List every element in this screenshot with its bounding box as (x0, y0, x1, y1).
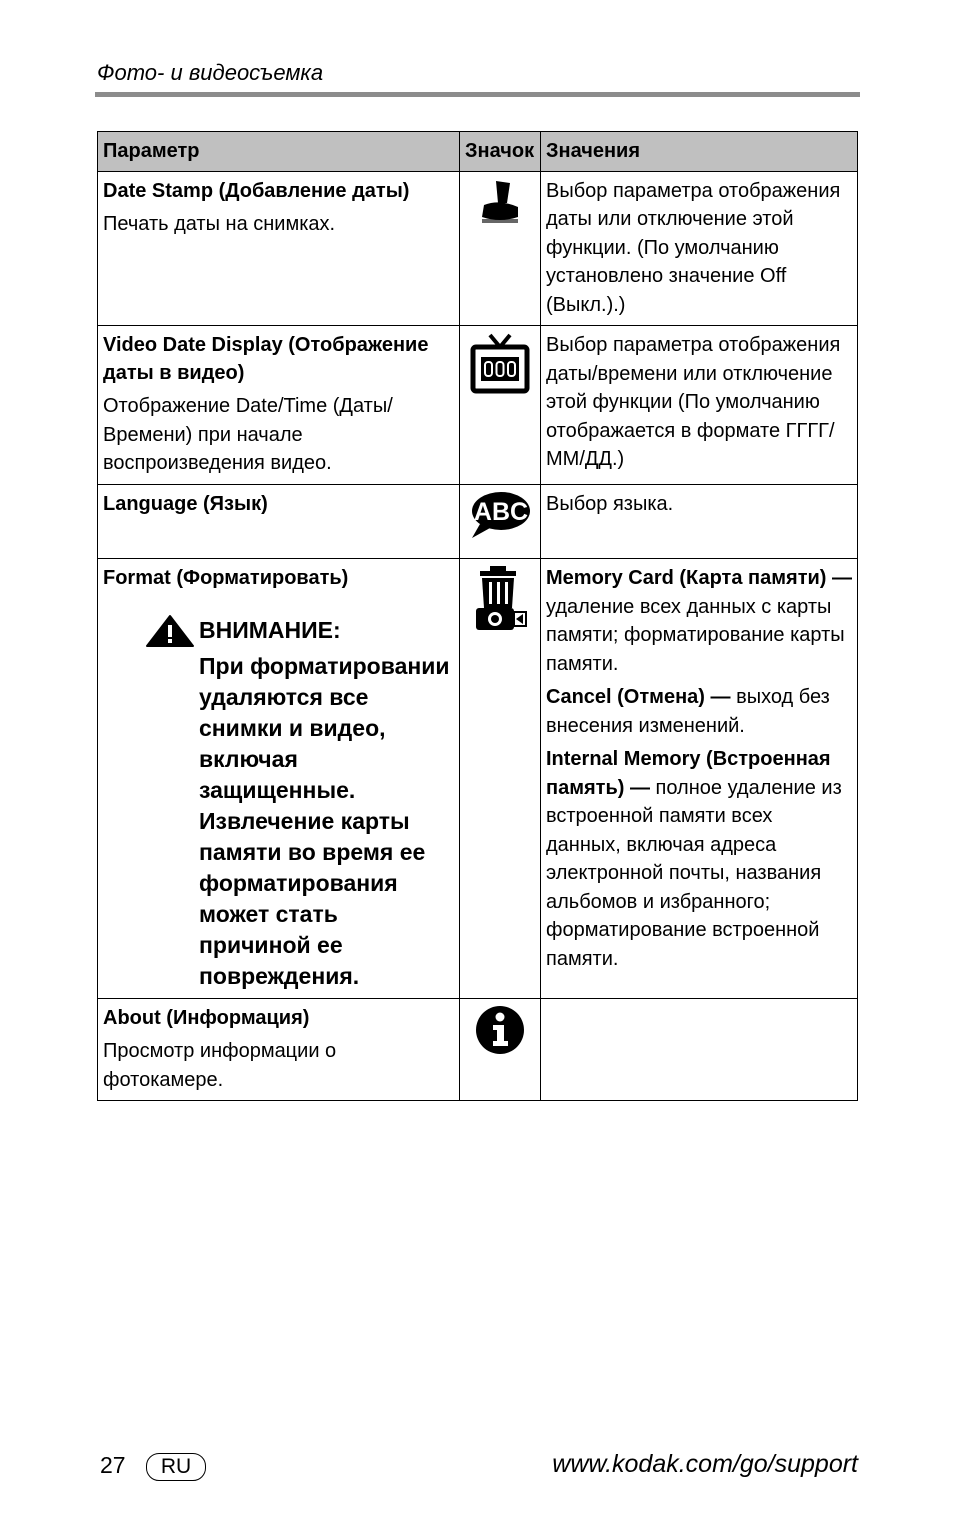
table-header-row (98, 132, 858, 172)
values-cell: Выбор языка. (541, 485, 858, 559)
language-icon-label: ABC (473, 498, 529, 526)
parameter-cell (98, 559, 460, 999)
video-date-display-icon (470, 331, 530, 395)
value-term: Cancel (Отмена) — (546, 686, 731, 708)
warning-text: При форматировании удаляются все снимки и видео, включая защищенные. Извлечение карты памяти во время ее форматирования может стать причиной ее повреждения. (199, 653, 450, 989)
value-text: удаление всех данных с карты памяти; форматирование карты памяти. (546, 595, 845, 675)
info-icon (474, 1004, 526, 1056)
value-text: выход без внесения изменений. (546, 686, 830, 737)
support-url: www.kodak.com/go/support (552, 1450, 858, 1478)
parameter-name: Language (Язык) (103, 493, 268, 515)
warning-block (139, 614, 454, 992)
values-cell (541, 559, 858, 999)
warning-icon (145, 614, 195, 648)
parameter-cell (98, 326, 460, 485)
values-cell (541, 999, 858, 1101)
language-icon (468, 490, 532, 540)
settings-table (97, 131, 858, 1101)
page-header-title: Фото- и видеосъемка (97, 60, 324, 85)
value-text: полное удаление из встроенной памяти всех данных, включая адреса электронной почты, названия альбомов и избранного; форматирование встроенной памяти. (546, 776, 842, 970)
header-divider (95, 92, 860, 97)
warning-title: ВНИМАНИЕ: (199, 617, 341, 643)
parameter-name: Format (Форматировать) (103, 567, 349, 589)
icon-cell (460, 559, 541, 999)
value-item-internal-memory (546, 745, 852, 973)
table-row (98, 559, 858, 999)
column-header-parameter: Параметр (98, 132, 460, 172)
column-header-values: Значения (541, 132, 858, 172)
value-item-memory-card (546, 564, 852, 678)
parameter-cell (98, 999, 460, 1101)
column-header-icon: Значок (460, 132, 541, 172)
date-stamp-icon (474, 177, 526, 229)
parameter-name: Video Date Display (Отображение даты в видео) (103, 334, 429, 384)
icon-cell (460, 485, 541, 559)
value-item-cancel (546, 683, 852, 740)
icon-cell (460, 999, 541, 1101)
language-badge: RU (146, 1453, 206, 1481)
values-cell: Выбор параметра отображения даты/времени или отключение этой функции (По умолчанию отображается в формате ГГГГ/ММ/ДД.) (541, 326, 858, 485)
parameter-description: Просмотр информации о фотокамере. (103, 1040, 337, 1091)
table-row (98, 999, 858, 1101)
page-number: 27 (100, 1452, 126, 1478)
parameter-cell (98, 171, 460, 326)
values-cell: Выбор параметра отображения даты или отключение этой функции. (По умолчанию установлено значение Off (Выкл.).) (541, 171, 858, 326)
icon-cell (460, 171, 541, 326)
parameter-description: Печать даты на снимках. (103, 212, 336, 235)
parameter-name: Date Stamp (Добавление даты) (103, 179, 410, 202)
parameter-cell (98, 485, 460, 559)
format-icon (472, 564, 528, 632)
table-row (98, 326, 858, 485)
table-row (98, 485, 858, 559)
parameter-name: About (Информация) (103, 1007, 310, 1029)
parameter-description: Отображение Date/Time (Даты/Времени) при начале воспроизведения видео. (103, 395, 393, 474)
value-term: Internal Memory (Встроенная память) — (546, 748, 831, 799)
table-row (98, 171, 858, 326)
value-term: Memory Card (Карта памяти) — (546, 567, 853, 589)
icon-cell (460, 326, 541, 485)
